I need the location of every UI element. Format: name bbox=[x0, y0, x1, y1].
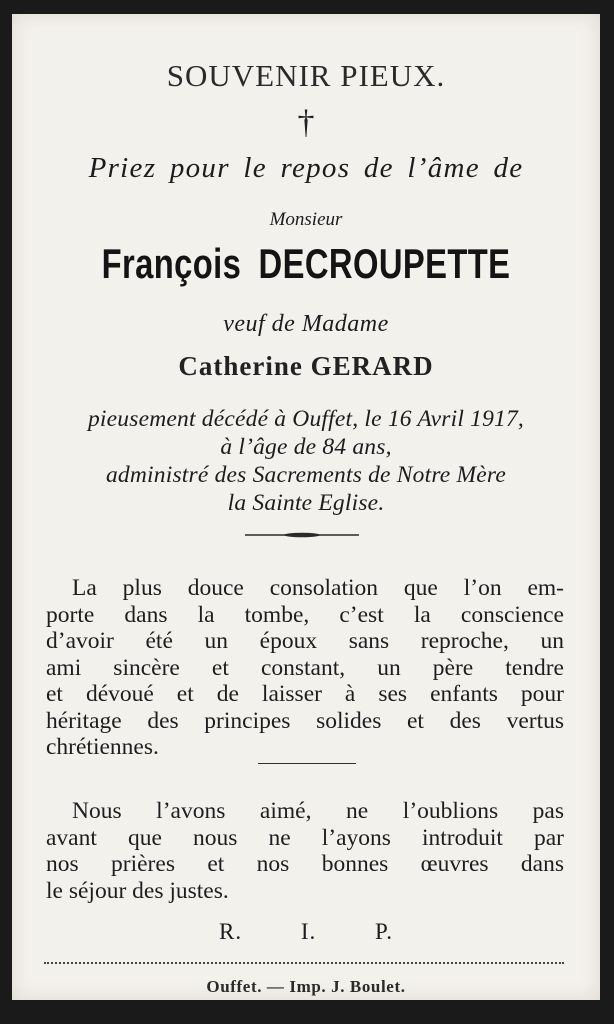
prayer-line: Priez pour le repos de l’âme de bbox=[88, 152, 524, 184]
details-line: pieusement décédé à Ouffet, le 16 Avril 1917, bbox=[87, 406, 525, 432]
paragraph-line: et dévoué et de laisser à ses enfants pour bbox=[46, 681, 564, 707]
paragraph-line: La plus douce consolation que l’on em- bbox=[72, 575, 564, 601]
remembrance-paragraph bbox=[46, 798, 564, 904]
spouse-name: Catherine GERARD bbox=[178, 351, 434, 381]
paragraph-line: chrétiennes. bbox=[46, 734, 159, 760]
consolation-paragraph bbox=[46, 575, 564, 761]
paragraph-line: Nous l’avons aimé, ne l’oublions pas bbox=[72, 798, 564, 824]
short-divider bbox=[258, 763, 356, 764]
honorific: Monsieur bbox=[269, 209, 343, 230]
paragraph-line: nos prières et nos bonnes œuvres dans bbox=[46, 851, 564, 877]
paragraph-line: héritage des principes solides et des vertus bbox=[46, 707, 564, 734]
paragraph-line: ami sincère et constant, un père tendre bbox=[46, 654, 564, 681]
death-details bbox=[12, 405, 600, 517]
paragraph-line: d’avoir été un époux sans reproche, un bbox=[46, 628, 564, 654]
paragraph-line: le séjour des justes. bbox=[46, 877, 229, 904]
paragraph-line: avant que nous ne l’ayons introduit par bbox=[46, 824, 564, 851]
card-title: SOUVENIR PIEUX. bbox=[166, 58, 446, 93]
paragraph-line: porte dans la tombe, c’est la conscience bbox=[46, 601, 564, 628]
ornament-divider bbox=[245, 532, 359, 538]
widower-line: veuf de Madame bbox=[223, 311, 389, 337]
details-line: à l’âge de 84 ans, bbox=[220, 434, 392, 460]
printer-credit: Ouffet. — Imp. J. Boulet. bbox=[206, 977, 406, 996]
cross-icon: † bbox=[297, 104, 315, 141]
deceased-name: François DECROUPETTE bbox=[101, 240, 511, 287]
details-line: administré des Sacrements de Notre Mère bbox=[105, 462, 507, 488]
rip-line: R. I. P. bbox=[219, 919, 393, 944]
details-line: la Sainte Eglise. bbox=[227, 490, 385, 516]
memorial-card bbox=[12, 14, 600, 1000]
dotted-divider bbox=[44, 962, 564, 964]
